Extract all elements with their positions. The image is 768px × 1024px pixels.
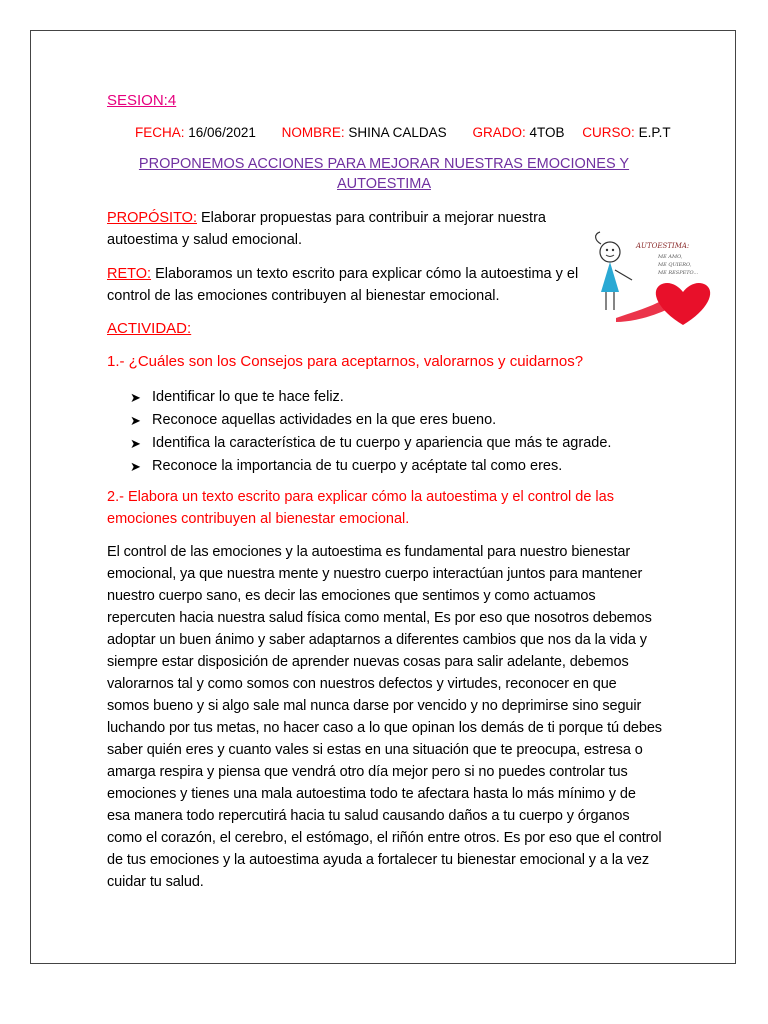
list-item: ➤ Reconoce la importancia de tu cuerpo y acéptate tal como eres. [130,455,611,478]
caption-title: AUTOESTIMA: [636,242,690,250]
list-item: ➤ Reconoce aquellas actividades en la que eres bueno. [130,409,611,432]
question-2: 2.- Elabora un texto escrito para explicar cómo la autoestima y el control de las emociones contribuyen al bienestar emocional. [107,489,614,527]
autoestima-illustration [588,230,718,330]
grado-label: GRADO: [472,125,526,140]
document-title: PROPONEMOS ACCIONES PARA MEJORAR NUESTRAS EMOCIONES Y AUTOESTIMA [138,156,630,192]
answer-paragraph: El control de las emociones y la autoestima es fundamental para nuestro bienestar emocional, ya que nuestra mente y nuestro cuerpo interactúan juntos para mantener nuestro cuerpo sano, es decir las emociones que sentimos y como actuamos repercuten hacia nuestra salud física como mental, Es por eso que nosotros debemos adoptar un buen ánimo y saber adaptarnos a diferentes cambios que nos da la vida y siempre estar disposición de aprender nuevas cosas para salir adelante, debemos valorarnos tal y como somos con nuestros defectos y virtudes, reconocer en que somos bueno y si algo sale mal nunca darse por vencido y no deprimirse sino seguir luchando por tus metas, no hacer caso a lo que opinan los demás de ti porque tú debes saber quién eres y cuanto vales si estas en una situación que te preocupa, estresa o amarga respira y piensa que vendrá otro día mejor pero si no puedes controlar tus emociones y tienes una mala autoestima todo te afectara hasta lo más mínimo y de esa manera todo repercutirá hacia tu salud causando daños a tu cuerpo y órganos como el corazón, el cerebro, el estómago, el riñón entre otros. Es por eso que el control de tus emociones y la autoestima ayuda a fortalecer tu bienestar emocional y a la vez cuidar tu salud. [107,544,662,890]
list-item: ➤ Identificar lo que te hace feliz. [130,386,611,409]
arrow-bullet-icon: ➤ [130,436,141,451]
reto-text: Elaboramos un texto escrito para explicar cómo la autoestima y el control de las emociones contribuyen al bienestar emocional. [107,266,579,304]
curso-label: CURSO: [582,125,635,140]
curso-value: E.P.T [638,125,671,140]
girl-with-heart-icon [588,230,718,330]
caption-line: ME QUIERO, [658,262,692,268]
reto-label: RETO: [107,266,152,282]
nombre-value: SHINA CALDAS [348,125,447,140]
arrow-bullet-icon: ➤ [130,390,141,405]
fecha-value: 16/06/2021 [188,125,256,140]
arrow-bullet-icon: ➤ [130,459,141,474]
nombre-label: NOMBRE: [281,125,345,140]
proposito-text: Elaborar propuestas para contribuir a mejorar nuestra autoestima y salud emocional. [107,210,546,248]
proposito-paragraph [107,207,587,251]
fecha-label: FECHA: [135,125,185,140]
tips-list [130,386,611,478]
proposito-label: PROPÓSITO: [107,210,197,226]
grado-value: 4TOB [529,125,565,140]
caption-line: ME RESPETO... [658,270,699,276]
session-heading: SESION:4 [107,92,177,109]
reto-paragraph [107,263,587,307]
arrow-bullet-icon: ➤ [130,413,141,428]
caption-line: ME AMO, [658,254,683,260]
actividad-heading: ACTIVIDAD: [107,320,192,337]
header-info [135,125,671,140]
question-1: 1.- ¿Cuáles son los Consejos para aceptarnos, valorarnos y cuidarnos? [107,353,584,370]
list-item: ➤ Identifica la característica de tu cuerpo y apariencia que más te agrade. [130,432,611,455]
